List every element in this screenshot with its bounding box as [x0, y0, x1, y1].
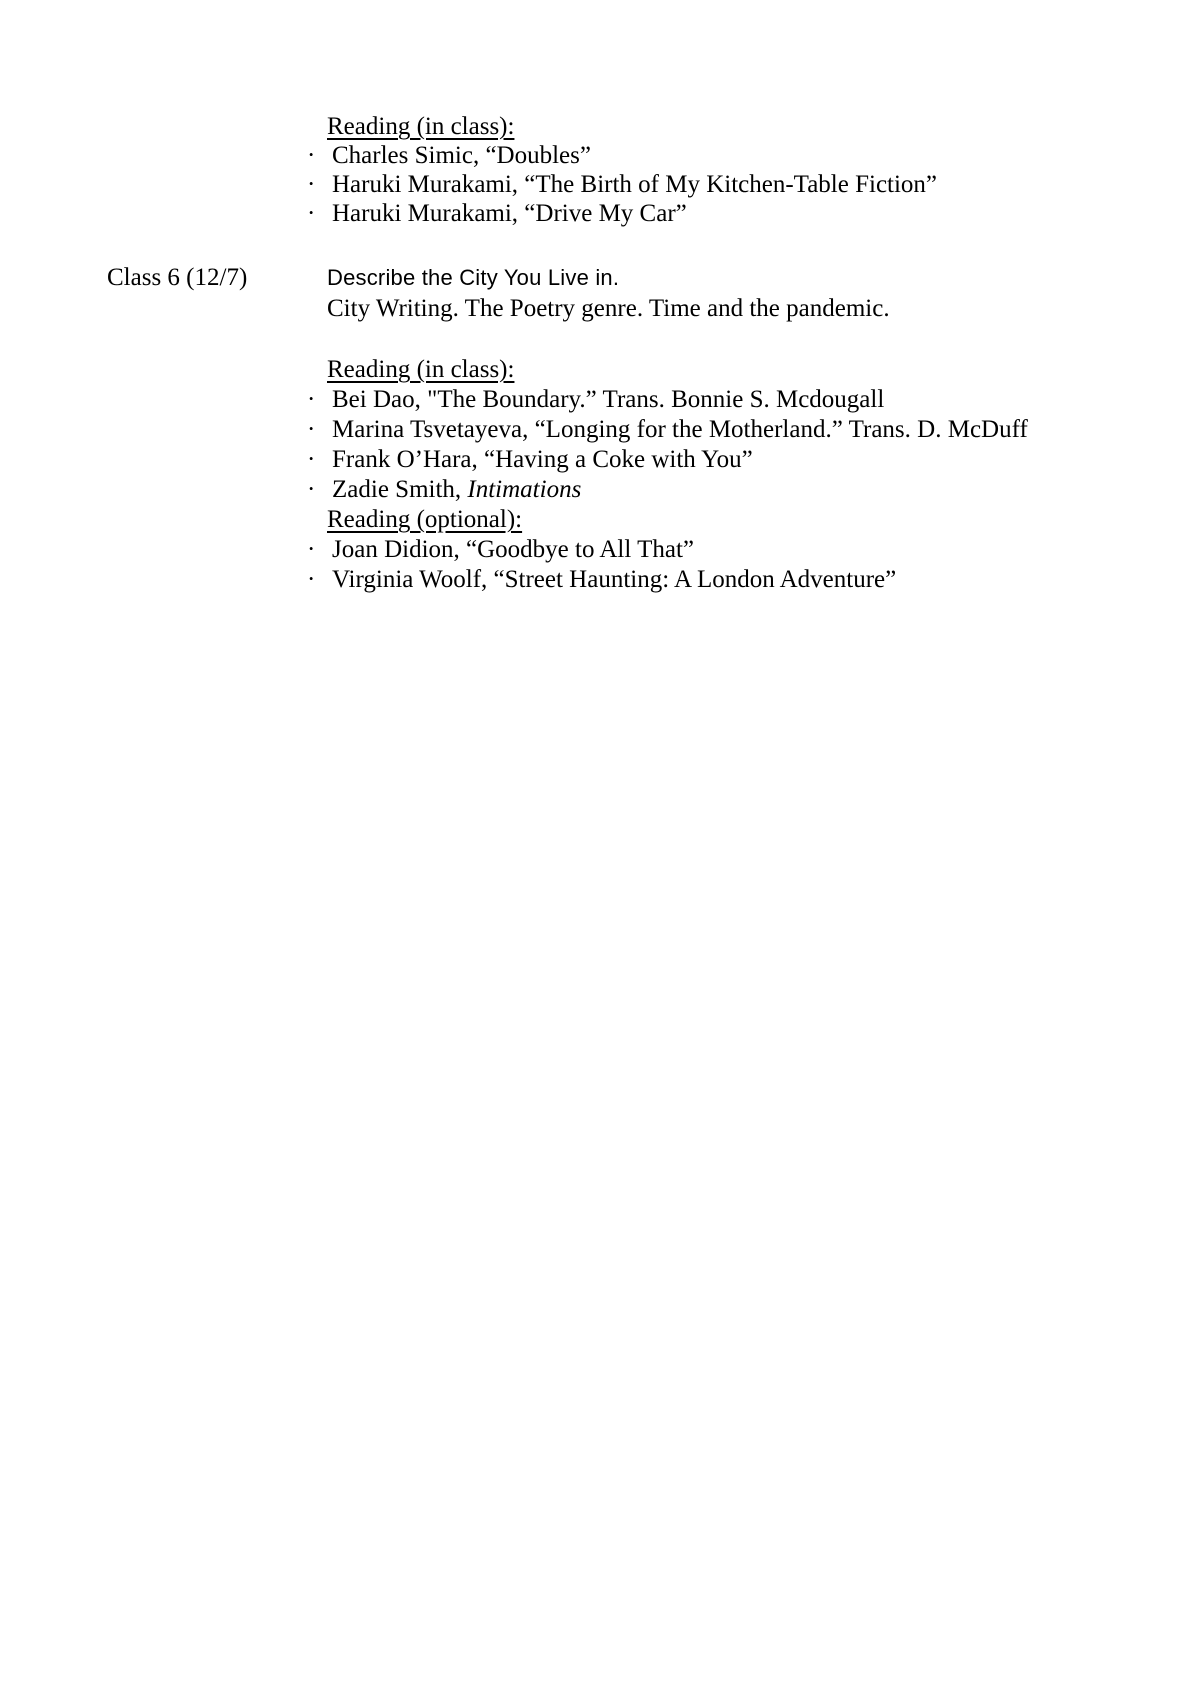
reading-list-item: [307, 475, 1072, 505]
reading-item-text: Bei Dao, "The Boundary.” Trans. Bonnie S. Mcdougall: [332, 386, 885, 413]
reading-list-item: [307, 199, 1072, 228]
bullet-icon: ·: [307, 171, 316, 198]
class6-reading-optional-heading-text: Reading (optional):: [327, 506, 523, 533]
reading-list-item: [307, 141, 1072, 170]
class6-reading-in-class-list: [307, 385, 1072, 505]
bullet-icon: ·: [307, 566, 316, 593]
bullet-icon: ·: [307, 476, 316, 503]
reading-item-text: Marina Tsvetayeva, “Longing for the Motherland.” Trans. D. McDuff: [332, 416, 1028, 443]
previous-class-reading-section: [307, 112, 1072, 228]
reading-list-item: [307, 565, 1072, 595]
class6-header-section: [107, 262, 1127, 324]
class6-reading-optional-list: [307, 535, 1072, 595]
bullet-icon: ·: [307, 536, 316, 563]
class6-label: Class 6 (12/7): [107, 264, 248, 291]
reading-list-item: [307, 385, 1072, 415]
reading-list-item: [307, 415, 1072, 445]
class6-reading-in-class-heading: [327, 355, 1072, 385]
reading-item-text: Zadie Smith, Intimations: [332, 476, 582, 503]
reading-item-text: Virginia Woolf, “Street Haunting: A London Adventure”: [332, 566, 897, 593]
reading-item-text: Charles Simic, “Doubles”: [332, 142, 591, 169]
class6-topics: [327, 262, 890, 324]
bullet-icon: ·: [307, 200, 316, 227]
reading-in-class-heading-text: Reading (in class):: [327, 113, 515, 140]
class6-topic-line1: Describe the City You Live in.: [327, 265, 620, 290]
class6-reading-optional-heading: [327, 505, 1072, 535]
reading-item-text: Frank O’Hara, “Having a Coke with You”: [332, 446, 753, 473]
reading-list-item: [307, 535, 1072, 565]
reading-list-item: [307, 445, 1072, 475]
reading-in-class-heading: [327, 112, 1072, 141]
bullet-icon: ·: [307, 416, 316, 443]
class6-reading-section: [307, 355, 1072, 595]
bullet-icon: ·: [307, 142, 316, 169]
reading-item-text: Joan Didion, “Goodbye to All That”: [332, 536, 694, 563]
class6-topic-line2: City Writing. The Poetry genre. Time and the pandemic.: [327, 295, 890, 322]
reading-item-text: Haruki Murakami, “Drive My Car”: [332, 200, 687, 227]
previous-class-reading-list: [307, 141, 1072, 228]
reading-item-text: Haruki Murakami, “The Birth of My Kitchen-Table Fiction”: [332, 171, 938, 198]
bullet-icon: ·: [307, 446, 316, 473]
reading-list-item: [307, 170, 1072, 199]
class6-row: [107, 262, 1127, 324]
class6-reading-in-class-heading-text: Reading (in class):: [327, 356, 515, 383]
bullet-icon: ·: [307, 386, 316, 413]
